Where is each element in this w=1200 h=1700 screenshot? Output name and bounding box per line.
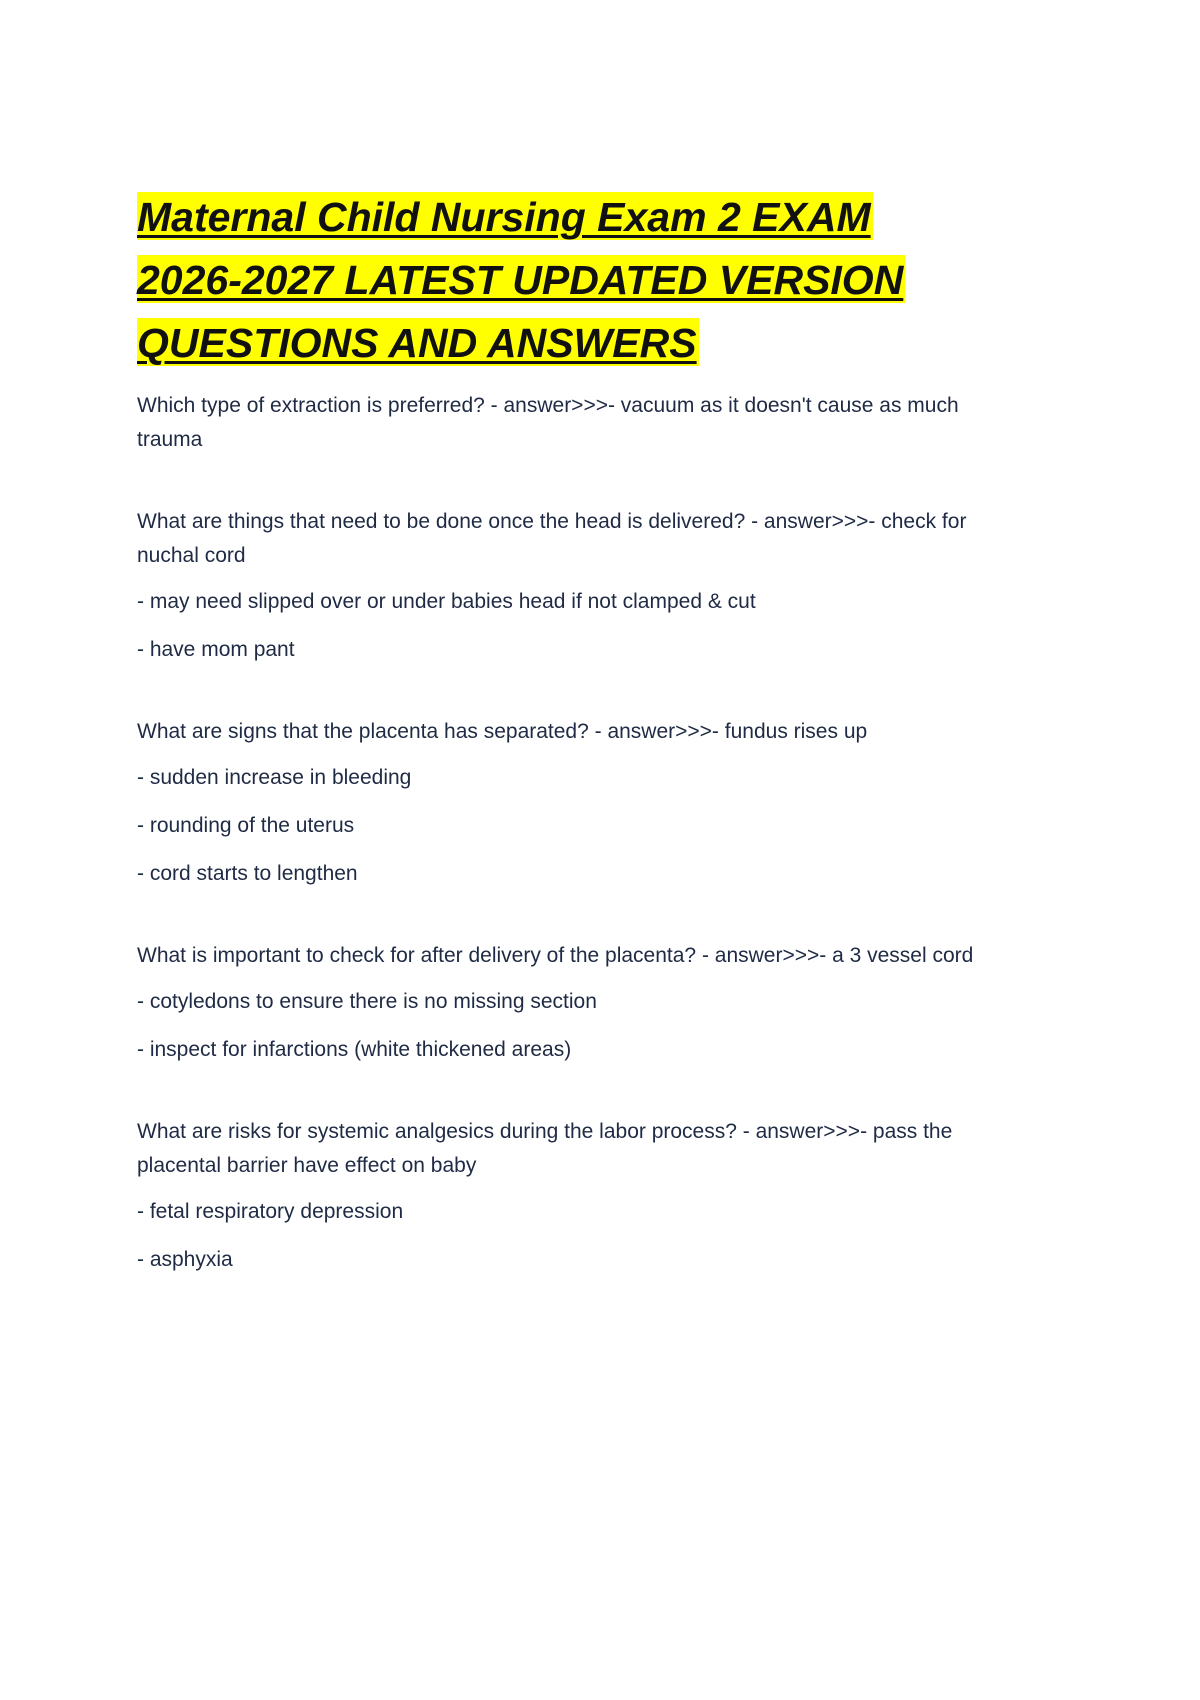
qa-item-1 [137, 389, 1017, 457]
answer-detail: - may need slipped over or under babies head if not clamped & cut [137, 590, 756, 613]
question-text: What is important to check for after delivery of the placenta? - answer>>>- a 3 vessel cord [137, 944, 974, 967]
qa-item-5 [137, 1115, 1017, 1277]
answer-detail: - have mom pant [137, 638, 295, 661]
answer-detail: - cord starts to lengthen [137, 862, 358, 885]
answer-detail: - sudden increase in bleeding [137, 766, 412, 789]
question-text: What are signs that the placenta has separated? - answer>>>- fundus rises up [137, 720, 868, 743]
qa-item-3 [137, 715, 1017, 891]
answer-detail: - asphyxia [137, 1248, 233, 1271]
answer-detail: - inspect for infarctions (white thickened areas) [137, 1038, 572, 1061]
document-content [137, 186, 1017, 1325]
question-text: Which type of extraction is preferred? - answer>>>- vacuum as it doesn't cause as much trauma [137, 394, 959, 451]
answer-detail: - cotyledons to ensure there is no missing section [137, 990, 597, 1013]
answer-detail: - rounding of the uterus [137, 814, 355, 837]
question-text: What are risks for systemic analgesics during the labor process? - answer>>>- pass the placental barrier have effect on baby [137, 1120, 953, 1177]
answer-detail: - fetal respiratory depression [137, 1200, 404, 1223]
qa-item-2 [137, 505, 1017, 667]
document-title [137, 186, 967, 375]
document-title-text: Maternal Child Nursing Exam 2 EXAM 2026-2027 LATEST UPDATED VERSION QUESTIONS AND ANSWERS [137, 194, 904, 366]
qa-item-4 [137, 939, 1017, 1067]
question-text: What are things that need to be done once the head is delivered? - answer>>>- check for nuchal cord [137, 510, 967, 567]
